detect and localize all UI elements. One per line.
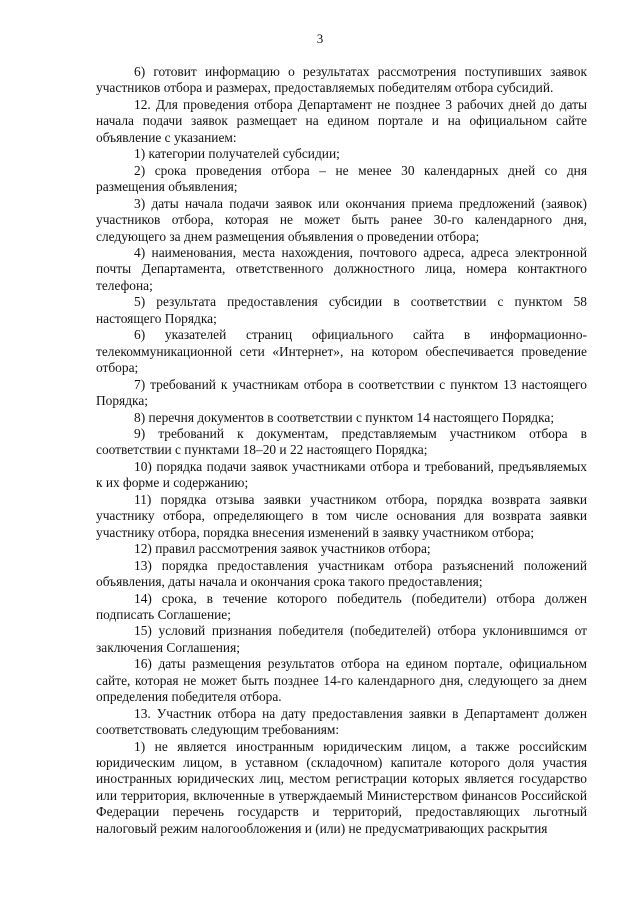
list-item: 15) условий признания победителя (победителей) отбора уклонившимся от заключения Соглашения; bbox=[96, 623, 587, 655]
list-item: 11) порядка отзыва заявки участником отбора, порядка возврата заявки участнику отбора, определяющего в том числе основания для возврата заявки участнику отбора, порядка внесения изменений в заявку участником отбора; bbox=[96, 491, 587, 540]
paragraph: 6) готовит информацию о результатах рассмотрения поступивших заявок участников отбора и размерах, предоставляемых победителям отбора субсидий. bbox=[96, 64, 587, 96]
list-item: 12) правил рассмотрения заявок участников отбора; bbox=[134, 541, 431, 557]
list-item: 9) требований к документам, представляемым участником отбора в соответствии с пунктами 18–20 и 22 настоящего Порядка; bbox=[96, 425, 587, 458]
list-item: 1) не является иностранным юридическим лицом, а также российским юридическим лицом, в уставном (складочном) капитале которого доля участия иностранных юридических лиц, местом регистрации которых является государство или территория, включенные в утверждаемый Министерством финансов Российской Федерации перечень государств и территорий, предоставляющих льготный налоговый режим налогообложения и (или) не предусматривающих раскрытия bbox=[96, 738, 587, 836]
list-item: 4) наименования, места нахождения, почтового адреса, адреса электронной почты Департамента, ответственного должностного лица, номера контактного телефона; bbox=[96, 244, 587, 293]
list-item: 1) категории получателей субсидии; bbox=[134, 146, 340, 162]
paragraph: 13. Участник отбора на дату предоставления заявки в Департамент должен соответствовать следующим требованиям: bbox=[96, 705, 587, 738]
document-body bbox=[96, 64, 587, 837]
list-item: 8) перечня документов в соответствии с пунктом 14 настоящего Порядка; bbox=[134, 409, 555, 425]
page-number: 3 bbox=[316, 31, 324, 46]
paragraph: 12. Для проведения отбора Департамент не позднее 3 рабочих дней до даты начала подачи заявок размещает на едином портале и на официальном сайте объявление с указанием: bbox=[96, 96, 587, 145]
list-item: 16) даты размещения результатов отбора на едином портале, официальном сайте, которая не может быть позднее 14-го календарного дня, следующего за днем определения победителя отбора. bbox=[96, 656, 587, 705]
list-item: 2) срока проведения отбора – не менее 30 календарных дней со дня размещения объявления; bbox=[96, 162, 587, 195]
list-item: 13) порядка предоставления участникам отбора разъяснений положений объявления, даты начала и окончания срока такого предоставления; bbox=[96, 557, 587, 590]
list-item: 7) требований к участникам отбора в соответствии с пунктом 13 настоящего Порядка; bbox=[96, 376, 587, 409]
list-item: 10) порядка подачи заявок участниками отбора и требований, предъявляемых к их форме и содержанию; bbox=[96, 458, 587, 491]
list-item: 14) срока, в течение которого победитель (победители) отбора должен подписать Соглашение; bbox=[96, 590, 587, 622]
list-item: 6) указателей страниц официального сайта в информационно-телекоммуникационной сети «Интернет», на котором обеспечивается проведение отбора; bbox=[96, 327, 587, 376]
list-item: 5) результата предоставления субсидии в соответствии с пунктом 58 настоящего Порядка; bbox=[96, 294, 587, 326]
list-item: 3) даты начала подачи заявок или окончания приема предложений (заявок) участников отбора, которая не может быть ранее 30-го календарного дня, следующего за днем размещения объявления о проведении отбора; bbox=[96, 195, 587, 244]
